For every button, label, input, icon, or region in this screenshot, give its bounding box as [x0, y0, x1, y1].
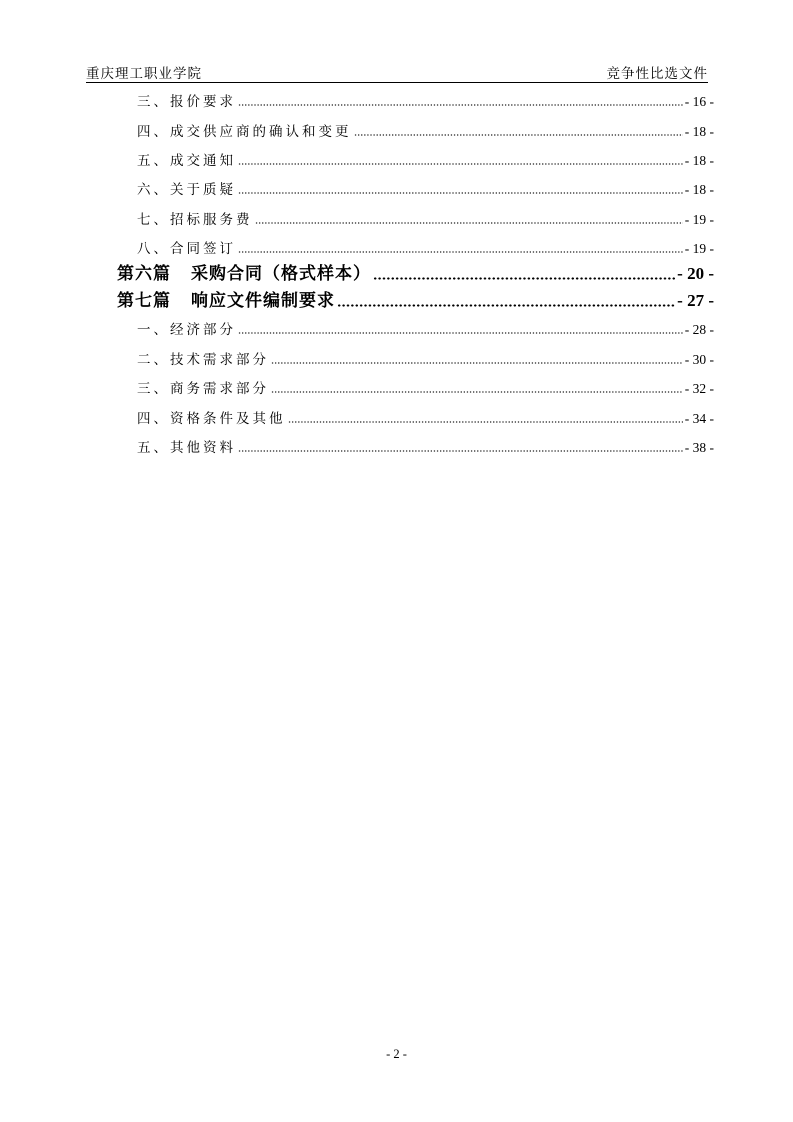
toc-entry[interactable]: [137, 318, 714, 338]
toc-leader-dots: [337, 304, 675, 307]
toc-entry-label: 三、报价要求: [137, 94, 236, 109]
toc-leader-dots: [238, 332, 683, 334]
toc-entry-label: 四、成交供应商的确认和变更: [137, 124, 352, 139]
toc-entry[interactable]: [137, 407, 714, 427]
toc-part-label: [117, 286, 335, 311]
toc-entry[interactable]: [137, 90, 714, 110]
toc-entry-page: - 18 -: [684, 153, 714, 168]
toc-entry-label: 二、技术需求部分: [137, 352, 269, 367]
toc-entry-label: 五、成交通知: [137, 153, 236, 168]
header-document-title: 竞争性比选文件: [606, 66, 708, 81]
toc-leader-dots: [238, 192, 683, 194]
toc-entry-page: - 16 -: [684, 94, 714, 109]
toc-part-title: 响应文件编制要求: [191, 291, 335, 310]
toc-entry-label: 一、经济部分: [137, 322, 236, 337]
toc-entry-label: 四、资格条件及其他: [137, 411, 286, 426]
toc-entry-page: - 28 -: [684, 322, 714, 337]
toc-leader-dots: [288, 421, 683, 423]
toc-entry-page: - 32 -: [684, 381, 714, 396]
toc-entry[interactable]: [137, 348, 714, 368]
toc-entry-page: - 34 -: [684, 411, 714, 426]
page-number-footer: - 2 -: [386, 1047, 407, 1061]
toc-leader-dots: [255, 222, 683, 224]
toc-entry-page: - 30 -: [684, 352, 714, 367]
toc-entry-label: 六、关于质疑: [137, 182, 236, 197]
toc-entry-page: - 38 -: [684, 440, 714, 455]
toc-entry[interactable]: [137, 208, 714, 228]
toc-entry-label: 三、商务需求部分: [137, 381, 269, 396]
toc-entry[interactable]: [137, 178, 714, 198]
toc-entry[interactable]: [137, 436, 714, 456]
toc-entry[interactable]: [137, 237, 714, 257]
toc-entry[interactable]: [137, 120, 714, 140]
toc-entry[interactable]: [137, 149, 714, 169]
toc-entry-page: - 19 -: [684, 212, 714, 227]
toc-entry[interactable]: [137, 377, 714, 397]
toc-part-title: 采购合同（格式样本）: [191, 264, 371, 283]
toc-part-number: 第七篇: [117, 291, 171, 310]
toc-part-number: 第六篇: [117, 264, 171, 283]
toc-leader-dots: [271, 362, 683, 364]
toc-leader-dots: [238, 251, 683, 253]
toc-leader-dots: [354, 134, 683, 136]
toc-entry-page: - 27 -: [677, 291, 714, 310]
header-school-name: 重庆理工职业学院: [86, 66, 202, 81]
toc-entry-label: 五、其他资料: [137, 440, 236, 455]
toc-leader-dots: [238, 450, 683, 452]
toc-part-label: [117, 259, 371, 284]
toc-leader-dots: [271, 391, 683, 393]
toc-leader-dots: [238, 163, 683, 165]
toc-part-entry[interactable]: [117, 289, 714, 311]
page-header: [86, 58, 708, 83]
toc-entry-page: - 18 -: [684, 124, 714, 139]
toc-entry-label: 七、招标服务费: [137, 212, 253, 227]
toc-entry-page: - 20 -: [677, 264, 714, 283]
toc-entry-label: 八、合同签订: [137, 241, 236, 256]
toc-entry-page: - 19 -: [684, 241, 714, 256]
toc-leader-dots: [238, 104, 683, 106]
toc-leader-dots: [373, 277, 675, 280]
toc-part-entry[interactable]: [117, 262, 714, 284]
toc-entry-page: - 18 -: [684, 182, 714, 197]
